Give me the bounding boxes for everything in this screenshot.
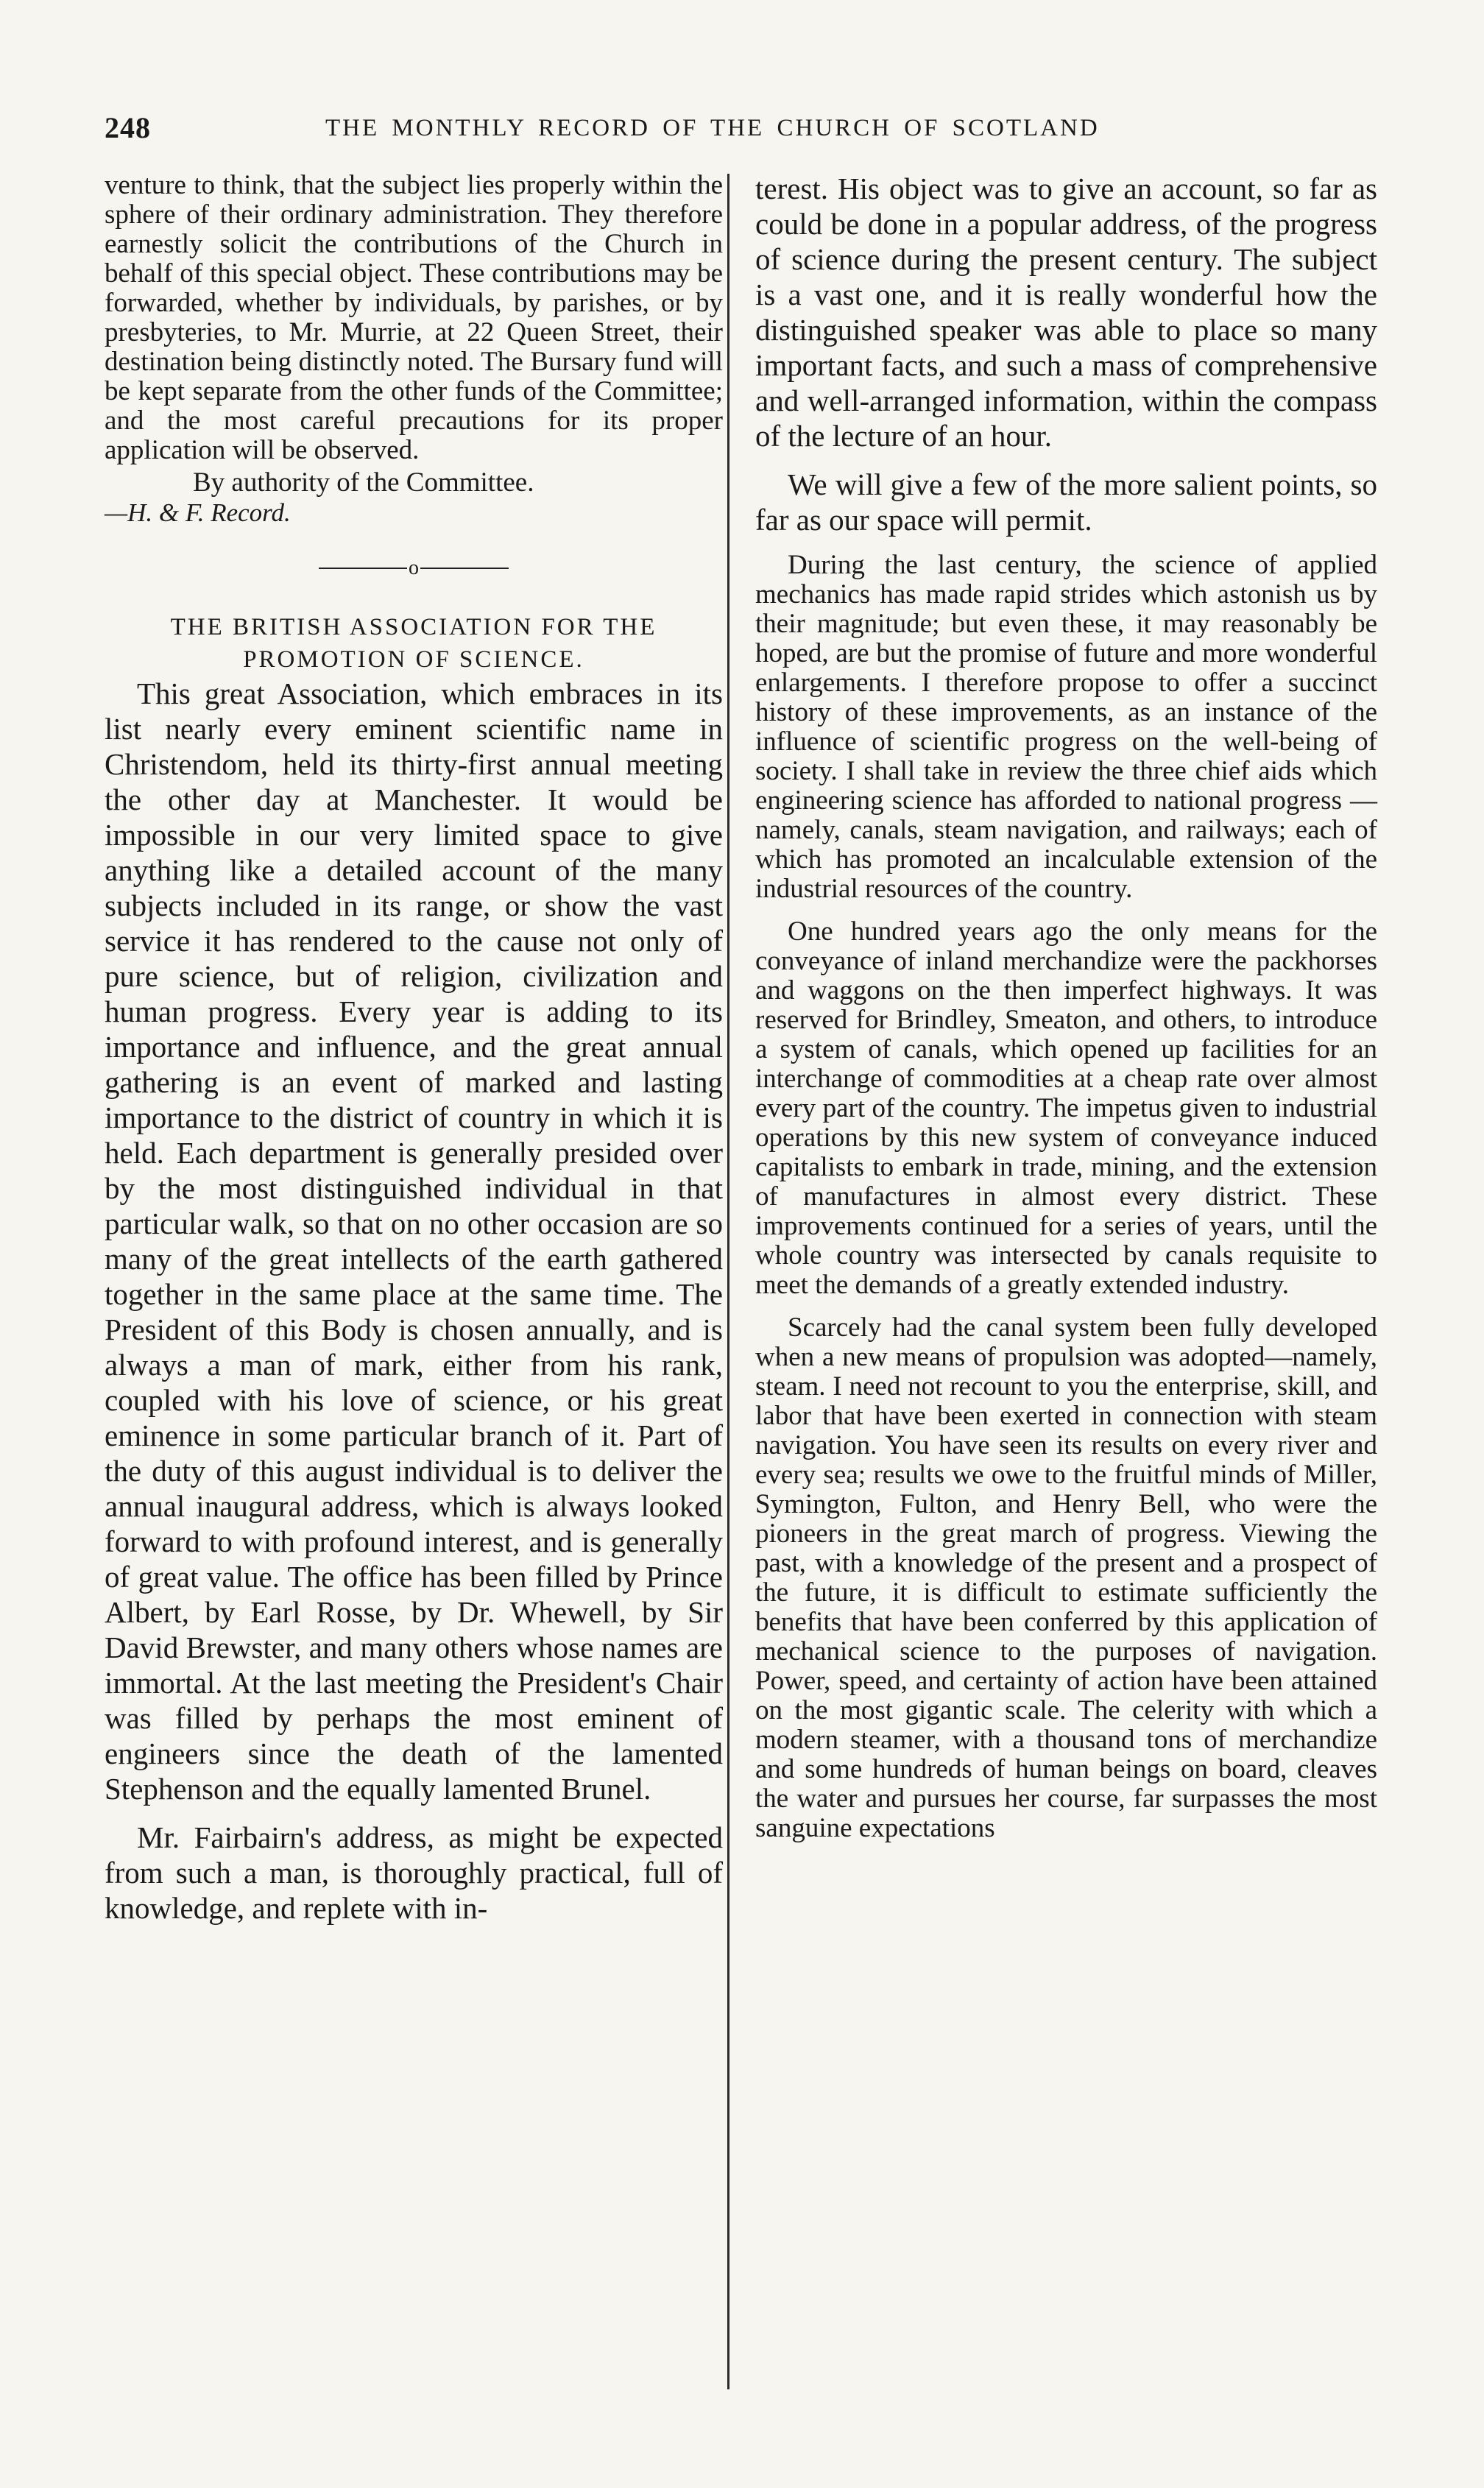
bursary-paragraph: venture to think, that the subject lies properly within the sphere of their ordinary administration. They therefore earnestly solicit the contributions of the Church in behalf of this special object. These contributions may be forwarded, whether by individuals, by parishes, or by presbyteries, to Mr. Murrie, at 22 Queen Street, their destination being distinctly noted. The Bursary fund will be kept separate from the other funds of the Committee; and the most careful precautions for its proper application will be observed. [105,170,723,465]
salient-points-paragraph: We will give a few of the more salient points, so far as our space will permit. [755,467,1377,537]
address-intro-paragraph: terest. His object was to give an account, so far as could be done in a popular address, of the progress of science during the present century. The subject is a vast one, and it is really wonderful how the distinguished speaker was able to place so many important facts, and such a mass of comprehensive and well-arranged information, within the compass of the lecture of an hour. [755,172,1377,453]
running-title: THE MONTHLY RECORD OF THE CHURCH OF SCOTLAND [325,115,1100,141]
association-paragraph: This great Association, which embraces in its list nearly every eminent scientific name in Christendom, held its thirty-first annual meeting the other day at Manchester. It would be impossible in our very limited space to give anything like a detailed account of the many subjects included in its range, or show the vast service it has rendered to the cause not only of pure science, but of religion, civilization and human progress. Every year is adding to its importance and influence, and the great annual gathering is an event of marked and lasting importance to the district of country in which it is held. Each department is generally presided over by the most distinguished individual in that particular walk, so that on no other occasion are so many of the great intellects of the earth gathered together in the same place at the same time. The President of this Body is chosen annually, and is always a man of mark, either from his rank, coupled with his love of science, or his great eminence in some particular branch of it. Part of the duty of this august individual is to deliver the annual inaugural address, which is always looked forward to with profound interest, and is generally of great value. The office has been filled by Prince Albert, by Earl Rosse, by Dr. Whewell, by Sir David Brewster, and many others whose names are immortal. At the last meeting the President's Chair was filled by perhaps the most eminent of engineers since the death of the lamented Stephenson and the equally lamented Brunel. [105,676,723,1806]
left-column [105,171,723,1926]
divider-mark: o [409,556,419,579]
section-divider [105,551,723,586]
right-column [755,171,1377,1843]
page-number: 248 [105,111,151,144]
steam-navigation-paragraph: Scarcely had the canal system been fully developed when a new means of propulsion was adopted—namely, steam. I need not recount to you the enterprise, skill, and labor that have been exerted in connection with steam navigation. You have seen its results on every river and every sea; results we owe to the fruitful minds of Miller, Symington, Fulton, and Henry Bell, who were the pioneers in the great march of progress. Viewing the past, with a knowledge of the present and a prospect of the future, it is difficult to estimate sufficiently the benefits that have been conferred by this application of mechanical science to the purposes of navigation. Power, speed, and certainty of action have been attained on the most gigantic scale. The celerity with which a modern steamer, with a thousand tons of merchandize and some hundreds of human beings on board, cleaves the water and pursues her course, far surpasses the most sanguine expectations [755,1312,1377,1843]
fairbairn-paragraph: Mr. Fairbairn's address, as might be expected from such a man, is thoroughly practical, full of knowledge, and replete with in- [105,1820,723,1925]
divider-rule-right [420,568,509,569]
divider-rule-left [319,568,407,569]
article-title: THE BRITISH ASSOCIATION FOR THE PROMOTION OF SCIENCE. [170,614,657,673]
page-header [105,110,1388,163]
signature-line: By authority of the Committee. [193,467,534,498]
source-citation: —H. & F. Record. [105,498,291,527]
column-divider-rule [727,174,729,2389]
applied-mechanics-paragraph: During the last century, the science of applied mechanics has made rapid strides which astonish us by their magnitude; but even these, it may reasonably be hoped, are but the promise of future and more wonderful enlargements. I therefore propose to offer a succinct history of these improvements, as an instance of the influence of scientific progress on the well-being of society. I shall take in review the three chief aids which engineering science has afforded to national progress —namely, canals, steam navigation, and railways; each of which has promoted an incalculable extension of the industrial resources of the country. [755,550,1377,904]
canals-paragraph: One hundred years ago the only means for the conveyance of inland merchandize were the packhorses and waggons on the then imperfect highways. It was reserved for Brindley, Smeaton, and others, to introduce a system of canals, which opened up facilities for an interchange of commodities at a cheap rate over almost every part of the country. The impetus given to industrial operations by this new system of conveyance induced capitalists to embark in trade, mining, and the extension of manufactures in almost every district. These improvements continued for a series of years, until the whole country was intersected by canals requisite to meet the demands of a greatly extended industry. [755,916,1377,1300]
